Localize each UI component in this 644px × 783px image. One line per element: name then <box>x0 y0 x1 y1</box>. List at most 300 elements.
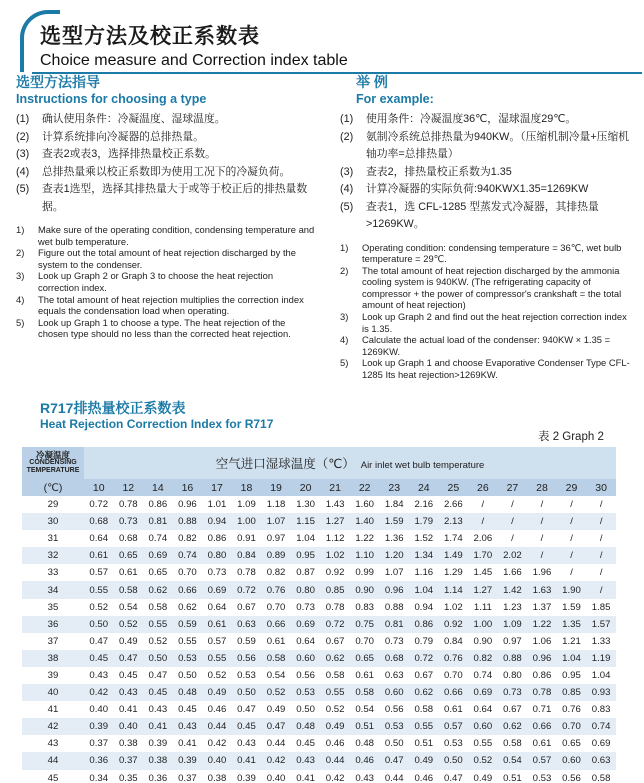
correction-value-cell: 0.73 <box>291 599 321 616</box>
correction-value-cell: 1.49 <box>439 547 469 564</box>
example-en-item <box>340 334 636 357</box>
correction-value-cell: 0.47 <box>84 633 114 650</box>
correction-value-cell: 1.90 <box>557 581 587 598</box>
correction-value-cell: / <box>527 530 557 547</box>
correction-value-cell: 0.74 <box>586 718 616 735</box>
r717-title-en: Heat Rejection Correction Index for R717 <box>40 417 274 431</box>
example-en-item-text: The total amount of heat rejection discharged by the ammonia cooling system is 940KW. (The refrigerating capacity of compressor + the power of compressor's crankshaft = the total amount of heat rejection) <box>362 264 622 311</box>
correction-value-cell: 0.55 <box>84 581 114 598</box>
wet-bulb-header-cell: 27 <box>498 479 528 496</box>
correction-value-cell: 1.09 <box>498 616 528 633</box>
correction-value-cell: 0.53 <box>379 718 409 735</box>
correction-value-cell: 0.52 <box>114 616 144 633</box>
instruction-en-item <box>16 270 316 293</box>
correction-value-cell: 0.55 <box>320 684 350 701</box>
correction-value-cell: 0.54 <box>261 667 291 684</box>
correction-value-cell: 1.29 <box>439 564 469 581</box>
correction-value-cell: 0.51 <box>498 770 528 783</box>
correction-value-cell: 0.46 <box>350 752 380 769</box>
correction-value-cell: 1.23 <box>498 599 528 616</box>
condensing-temp-cell: 35 <box>22 599 84 616</box>
wet-bulb-header-cell: 30 <box>586 479 616 496</box>
correction-value-cell: 0.43 <box>232 735 262 752</box>
correction-value-cell: 0.57 <box>527 752 557 769</box>
example-title-cn: 举 例 <box>356 74 388 90</box>
unit-cell: (℃) <box>22 479 84 496</box>
correction-value-cell: 0.89 <box>261 547 291 564</box>
correction-value-cell: 0.61 <box>527 735 557 752</box>
correction-value-cell: 1.30 <box>291 496 321 513</box>
correction-value-cell: 1.02 <box>320 547 350 564</box>
correction-value-cell: 0.61 <box>350 667 380 684</box>
instructions-cn-list <box>16 111 316 216</box>
correction-value-cell: 0.49 <box>261 701 291 718</box>
correction-value-cell: 0.80 <box>498 667 528 684</box>
correction-value-cell: 0.47 <box>114 650 144 667</box>
correction-value-cell: 1.04 <box>291 530 321 547</box>
correction-value-cell: 0.47 <box>439 770 469 783</box>
r717-title-cn: R717排热量校正系数表 <box>40 400 186 416</box>
correction-value-cell: 0.85 <box>557 684 587 701</box>
correction-value-cell: 0.92 <box>439 616 469 633</box>
correction-value-cell: 0.56 <box>232 650 262 667</box>
correction-value-cell: 0.57 <box>202 633 232 650</box>
correction-value-cell: 0.37 <box>84 735 114 752</box>
correction-value-cell: 0.67 <box>498 701 528 718</box>
correction-value-cell: 0.96 <box>173 496 203 513</box>
condensing-temp-cell: 44 <box>22 752 84 769</box>
instruction-en-item <box>16 294 316 317</box>
table-row <box>22 701 616 718</box>
correction-value-cell: 0.84 <box>232 547 262 564</box>
correction-value-cell: 1.66 <box>498 564 528 581</box>
condensing-temp-cell: 43 <box>22 735 84 752</box>
correction-value-cell: 1.27 <box>320 513 350 530</box>
correction-value-cell: / <box>468 496 498 513</box>
correction-value-cell: 0.96 <box>527 650 557 667</box>
table-row <box>22 564 616 581</box>
correction-value-cell: 1.79 <box>409 513 439 530</box>
condensing-temp-cell: 29 <box>22 496 84 513</box>
correction-value-cell: 2.13 <box>439 513 469 530</box>
correction-value-cell: 0.43 <box>114 684 144 701</box>
corner-label-en1: CONDENSING <box>29 459 77 466</box>
correction-value-cell: 0.53 <box>173 650 203 667</box>
instruction-cn-item-number: (1) <box>16 113 30 125</box>
correction-value-cell: 0.39 <box>232 770 262 783</box>
correction-value-cell: 0.60 <box>468 718 498 735</box>
correction-value-cell: 0.56 <box>379 701 409 718</box>
correction-value-cell: 0.61 <box>84 547 114 564</box>
condensing-temp-cell: 32 <box>22 547 84 564</box>
correction-value-cell: 0.60 <box>557 752 587 769</box>
wet-bulb-header-cell: 18 <box>232 479 262 496</box>
example-title-en: For example: <box>356 92 434 106</box>
instruction-en-item-text: Figure out the total amount of heat rejection discharged by the system to the condenser. <box>38 247 296 270</box>
page-header <box>6 8 638 70</box>
correction-value-cell: 0.37 <box>114 752 144 769</box>
example-cn-item-text: 使用条件：冷凝温度36℃，湿球温度29℃。 <box>366 113 577 125</box>
correction-value-cell: 0.41 <box>232 752 262 769</box>
wet-bulb-header-cell: 24 <box>409 479 439 496</box>
correction-value-cell: 1.12 <box>320 530 350 547</box>
correction-value-cell: 0.41 <box>291 770 321 783</box>
example-section <box>340 74 636 381</box>
example-en-item <box>340 242 636 265</box>
instructions-section <box>16 74 316 340</box>
correction-value-cell: 0.56 <box>291 667 321 684</box>
correction-value-cell: 0.65 <box>350 650 380 667</box>
correction-value-cell: 0.73 <box>202 564 232 581</box>
correction-value-cell: 0.73 <box>498 684 528 701</box>
correction-value-cell: 0.44 <box>202 718 232 735</box>
correction-value-cell: 0.60 <box>379 684 409 701</box>
correction-value-cell: / <box>468 513 498 530</box>
instruction-en-item-number: 2) <box>16 247 25 259</box>
table-row <box>22 684 616 701</box>
correction-value-cell: 0.55 <box>202 650 232 667</box>
correction-value-cell: 0.42 <box>84 684 114 701</box>
correction-value-cell: 0.43 <box>84 667 114 684</box>
wet-bulb-header-cell: 16 <box>173 479 203 496</box>
example-en-item-text: Look up Graph 1 and choose Evaporative Condenser Type CFL-1285 Its heat rejection>1269KW. <box>362 357 630 381</box>
condensing-temp-cell: 33 <box>22 564 84 581</box>
correction-value-cell: 1.19 <box>586 650 616 667</box>
correction-value-cell: 0.80 <box>291 581 321 598</box>
correction-value-cell: 0.50 <box>84 616 114 633</box>
correction-value-cell: 0.42 <box>202 735 232 752</box>
correction-value-cell: 2.66 <box>439 496 469 513</box>
correction-value-cell: 0.57 <box>439 718 469 735</box>
correction-value-cell: 0.43 <box>350 770 380 783</box>
wet-bulb-header-cell: 26 <box>468 479 498 496</box>
correction-value-cell: 0.45 <box>291 735 321 752</box>
correction-value-cell: 0.43 <box>143 701 173 718</box>
correction-value-cell: 0.62 <box>173 599 203 616</box>
correction-value-cell: 0.45 <box>232 718 262 735</box>
correction-value-cell: 0.53 <box>527 770 557 783</box>
correction-value-cell: 1.43 <box>320 496 350 513</box>
example-en-item-number: 4) <box>340 334 349 346</box>
correction-value-cell: 0.62 <box>320 650 350 667</box>
example-en-item-number: 3) <box>340 311 349 323</box>
instruction-en-item <box>16 224 316 247</box>
correction-value-cell: 0.86 <box>409 616 439 633</box>
correction-value-cell: / <box>527 547 557 564</box>
correction-value-cell: 0.64 <box>468 701 498 718</box>
correction-value-cell: 0.51 <box>409 735 439 752</box>
correction-value-cell: 0.81 <box>379 616 409 633</box>
correction-value-cell: / <box>586 547 616 564</box>
correction-value-cell: 0.69 <box>468 684 498 701</box>
correction-value-cell: 1.85 <box>586 599 616 616</box>
correction-value-cell: 0.86 <box>143 496 173 513</box>
correction-value-cell: 0.54 <box>114 599 144 616</box>
wet-bulb-header-cell: 17 <box>202 479 232 496</box>
correction-value-cell: 0.44 <box>379 770 409 783</box>
instruction-cn-item <box>16 181 316 216</box>
example-cn-item-number: (5) <box>340 200 354 213</box>
correction-value-cell: 0.74 <box>468 667 498 684</box>
instructions-title-en: Instructions for choosing a type <box>16 92 207 106</box>
correction-value-cell: 0.40 <box>261 770 291 783</box>
correction-value-cell: 0.47 <box>261 718 291 735</box>
instruction-cn-item <box>16 164 316 182</box>
example-cn-item-text: 查表2，排热量校正系数为1.35 <box>366 165 512 178</box>
wet-bulb-header-cell: 23 <box>379 479 409 496</box>
correction-value-cell: 0.49 <box>468 770 498 783</box>
correction-value-cell: 1.45 <box>468 564 498 581</box>
correction-value-cell: 0.52 <box>320 701 350 718</box>
correction-value-cell: 0.87 <box>291 564 321 581</box>
example-cn-item <box>340 111 636 129</box>
correction-value-cell: 0.40 <box>114 718 144 735</box>
example-cn-item-number: (2) <box>340 130 354 143</box>
correction-value-cell: 0.39 <box>173 752 203 769</box>
correction-value-cell: 1.22 <box>350 530 380 547</box>
correction-value-cell: 0.38 <box>114 735 144 752</box>
correction-value-cell: 0.58 <box>409 701 439 718</box>
correction-value-cell: 0.66 <box>439 684 469 701</box>
correction-value-cell: / <box>557 564 587 581</box>
correction-value-cell: 1.35 <box>557 616 587 633</box>
correction-value-cell: 0.43 <box>291 752 321 769</box>
instructions-en-list <box>16 224 316 340</box>
corner-label-cn: 冷凝温度 <box>35 450 70 460</box>
correction-value-cell: 1.74 <box>439 530 469 547</box>
table-row <box>22 581 616 598</box>
instruction-cn-item-number: (4) <box>16 165 30 178</box>
correction-value-cell: 1.04 <box>586 667 616 684</box>
correction-value-cell: 0.82 <box>468 650 498 667</box>
instruction-en-item-text: Look up Graph 1 to choose a type. The heat rejection of the chosen type should no less than the corrected heat rejection. <box>38 316 291 340</box>
instruction-en-item <box>16 317 316 340</box>
instruction-en-item-text: The total amount of heat rejection multiplies the correction index equals the condensation load when operating. <box>38 293 304 317</box>
correction-value-cell: 0.69 <box>291 616 321 633</box>
example-en-item-number: 1) <box>340 241 349 253</box>
condensing-temp-cell: 41 <box>22 701 84 718</box>
correction-value-cell: 1.40 <box>350 513 380 530</box>
correction-value-cell: / <box>498 530 528 547</box>
correction-value-cell: 0.88 <box>379 599 409 616</box>
correction-value-cell: / <box>557 496 587 513</box>
correction-value-cell: 0.58 <box>114 581 144 598</box>
correction-value-cell: 0.69 <box>586 735 616 752</box>
example-en-item <box>340 357 636 380</box>
correction-value-cell: 0.74 <box>143 530 173 547</box>
correction-value-cell: 1.00 <box>468 616 498 633</box>
correction-value-cell: / <box>557 513 587 530</box>
correction-value-cell: 0.46 <box>320 735 350 752</box>
correction-value-cell: 1.01 <box>202 496 232 513</box>
correction-value-cell: 0.50 <box>439 752 469 769</box>
correction-value-cell: 0.35 <box>114 770 144 783</box>
condensing-temp-cell: 42 <box>22 718 84 735</box>
graph-label: 表 2 Graph 2 <box>538 431 604 443</box>
correction-value-cell: 0.47 <box>143 667 173 684</box>
correction-value-cell: 0.97 <box>498 633 528 650</box>
correction-value-cell: 0.62 <box>498 718 528 735</box>
instructions-title-cn: 选型方法指导 <box>16 74 100 90</box>
correction-value-cell: 0.63 <box>586 752 616 769</box>
instruction-en-item-text: Make sure of the operating condition, condensing temperature and wet bulb temperature. <box>38 224 315 247</box>
correction-value-cell: 0.70 <box>557 718 587 735</box>
correction-value-cell: 0.36 <box>84 752 114 769</box>
instruction-cn-item-text: 计算系统排向冷凝器的总排热量。 <box>42 130 204 143</box>
correction-value-cell: / <box>586 496 616 513</box>
correction-value-cell: 0.53 <box>439 735 469 752</box>
table-row <box>22 496 616 513</box>
correction-value-cell: 0.61 <box>439 701 469 718</box>
instruction-cn-item <box>16 111 316 129</box>
correction-value-cell: 0.37 <box>173 770 203 783</box>
correction-value-cell: 0.63 <box>232 616 262 633</box>
correction-value-cell: 1.14 <box>439 581 469 598</box>
wet-bulb-header-cell: 29 <box>557 479 587 496</box>
correction-value-cell: 0.48 <box>291 718 321 735</box>
correction-value-cell: 0.49 <box>409 752 439 769</box>
correction-value-cell: 0.64 <box>84 530 114 547</box>
correction-value-cell: 1.27 <box>468 581 498 598</box>
correction-value-cell: 0.55 <box>468 735 498 752</box>
correction-value-cell: 0.45 <box>84 650 114 667</box>
correction-value-cell: 0.64 <box>202 599 232 616</box>
correction-value-cell: 0.66 <box>527 718 557 735</box>
correction-value-cell: 0.91 <box>232 530 262 547</box>
table-head-title <box>84 447 616 479</box>
correction-value-cell: 1.33 <box>586 633 616 650</box>
correction-value-cell: 0.67 <box>320 633 350 650</box>
correction-value-cell: 0.61 <box>202 616 232 633</box>
correction-value-cell: 1.07 <box>261 513 291 530</box>
correction-value-cell: 0.55 <box>173 633 203 650</box>
correction-value-cell: 0.86 <box>527 667 557 684</box>
correction-value-cell: 0.42 <box>261 752 291 769</box>
correction-value-cell: 0.82 <box>261 564 291 581</box>
correction-value-cell: 0.76 <box>439 650 469 667</box>
example-en-list <box>340 242 636 381</box>
correction-value-cell: 0.52 <box>84 599 114 616</box>
wet-bulb-header-cell: 22 <box>350 479 380 496</box>
correction-value-cell: 0.45 <box>114 667 144 684</box>
correction-value-cell: 0.76 <box>261 581 291 598</box>
correction-value-cell: 0.66 <box>173 581 203 598</box>
correction-value-cell: 0.48 <box>350 735 380 752</box>
example-en-item <box>340 265 636 311</box>
correction-value-cell: 1.21 <box>557 633 587 650</box>
correction-value-cell: / <box>527 513 557 530</box>
correction-value-cell: 0.58 <box>350 684 380 701</box>
table-wet-bulb-row <box>22 479 616 496</box>
correction-value-cell: 0.52 <box>261 684 291 701</box>
example-en-item-text: Calculate the actual load of the condenser: 940KW × 1.35 = 1269KW. <box>362 334 611 357</box>
table-row <box>22 547 616 564</box>
example-cn-item-number: (4) <box>340 183 354 195</box>
correction-value-cell: 0.38 <box>143 752 173 769</box>
correction-value-cell: 0.78 <box>232 564 262 581</box>
wet-bulb-header-cell: 21 <box>320 479 350 496</box>
correction-value-cell: 1.59 <box>557 599 587 616</box>
correction-value-cell: 1.06 <box>527 633 557 650</box>
correction-value-cell: 0.38 <box>202 770 232 783</box>
correction-value-cell: 0.40 <box>84 701 114 718</box>
correction-value-cell: 0.36 <box>143 770 173 783</box>
table-row <box>22 770 616 783</box>
correction-value-cell: 0.34 <box>84 770 114 783</box>
correction-value-cell: 0.66 <box>261 616 291 633</box>
correction-value-cell: 0.47 <box>379 752 409 769</box>
correction-value-cell: 1.07 <box>379 564 409 581</box>
corner-label-en2: TEMPERATURE <box>26 467 80 474</box>
example-en-item-text: Look up Graph 2 and find out the heat rejection correction index is 1.35. <box>362 311 627 334</box>
correction-value-cell: 0.95 <box>557 667 587 684</box>
correction-value-cell: 0.55 <box>143 616 173 633</box>
correction-value-cell: 0.58 <box>586 770 616 783</box>
correction-value-cell: 1.15 <box>291 513 321 530</box>
correction-table <box>22 447 616 783</box>
table-row <box>22 735 616 752</box>
correction-value-cell: 0.53 <box>232 667 262 684</box>
correction-value-cell: 1.63 <box>527 581 557 598</box>
correction-value-cell: 0.86 <box>202 530 232 547</box>
example-cn-item-number: (1) <box>340 113 354 125</box>
correction-value-cell: 1.04 <box>409 581 439 598</box>
correction-value-cell: 0.49 <box>114 633 144 650</box>
condensing-temp-cell: 38 <box>22 650 84 667</box>
correction-value-cell: / <box>557 530 587 547</box>
correction-value-cell: 1.36 <box>379 530 409 547</box>
correction-value-cell: 0.84 <box>439 633 469 650</box>
correction-value-cell: / <box>498 513 528 530</box>
correction-value-cell: 0.72 <box>320 616 350 633</box>
correction-value-cell: 1.18 <box>261 496 291 513</box>
example-en-item-number: 2) <box>340 264 349 276</box>
correction-value-cell: 0.73 <box>379 633 409 650</box>
correction-value-cell: 0.59 <box>173 616 203 633</box>
instruction-cn-item-text: 总排热量乘以校正系数即为使用工况下的冷凝负荷。 <box>42 165 291 178</box>
correction-value-cell: 0.64 <box>291 633 321 650</box>
correction-value-cell: 0.50 <box>232 684 262 701</box>
correction-value-cell: 0.41 <box>143 718 173 735</box>
correction-value-cell: 0.74 <box>173 547 203 564</box>
correction-value-cell: 0.65 <box>143 564 173 581</box>
correction-value-cell: 0.72 <box>232 581 262 598</box>
correction-value-cell: 0.70 <box>350 633 380 650</box>
correction-value-cell: 0.46 <box>202 701 232 718</box>
correction-value-cell: 0.63 <box>379 667 409 684</box>
correction-value-cell: 0.62 <box>409 684 439 701</box>
correction-value-cell: 0.65 <box>114 547 144 564</box>
correction-value-cell: 0.96 <box>379 581 409 598</box>
page-title-cn: 选型方法及校正系数表 <box>40 23 260 48</box>
correction-value-cell: 0.44 <box>320 752 350 769</box>
correction-value-cell: 0.50 <box>379 735 409 752</box>
correction-value-cell: 0.73 <box>114 513 144 530</box>
correction-value-cell: 2.16 <box>409 496 439 513</box>
instruction-cn-item-text: 确认使用条件：冷凝温度、湿球温度。 <box>42 113 226 125</box>
correction-value-cell: 0.41 <box>173 735 203 752</box>
table-row <box>22 667 616 684</box>
correction-value-cell: 0.85 <box>320 581 350 598</box>
correction-value-cell: 0.78 <box>527 684 557 701</box>
example-cn-item-text: 查表1，选 CFL-1285 型蒸发式冷凝器，其排热量>1269KW。 <box>366 200 599 230</box>
correction-value-cell: 0.39 <box>143 735 173 752</box>
correction-value-cell: 1.20 <box>379 547 409 564</box>
wet-bulb-header-cell: 25 <box>439 479 469 496</box>
wet-bulb-header-cell: 28 <box>527 479 557 496</box>
correction-value-cell: 0.82 <box>173 530 203 547</box>
correction-value-cell: 0.52 <box>468 752 498 769</box>
